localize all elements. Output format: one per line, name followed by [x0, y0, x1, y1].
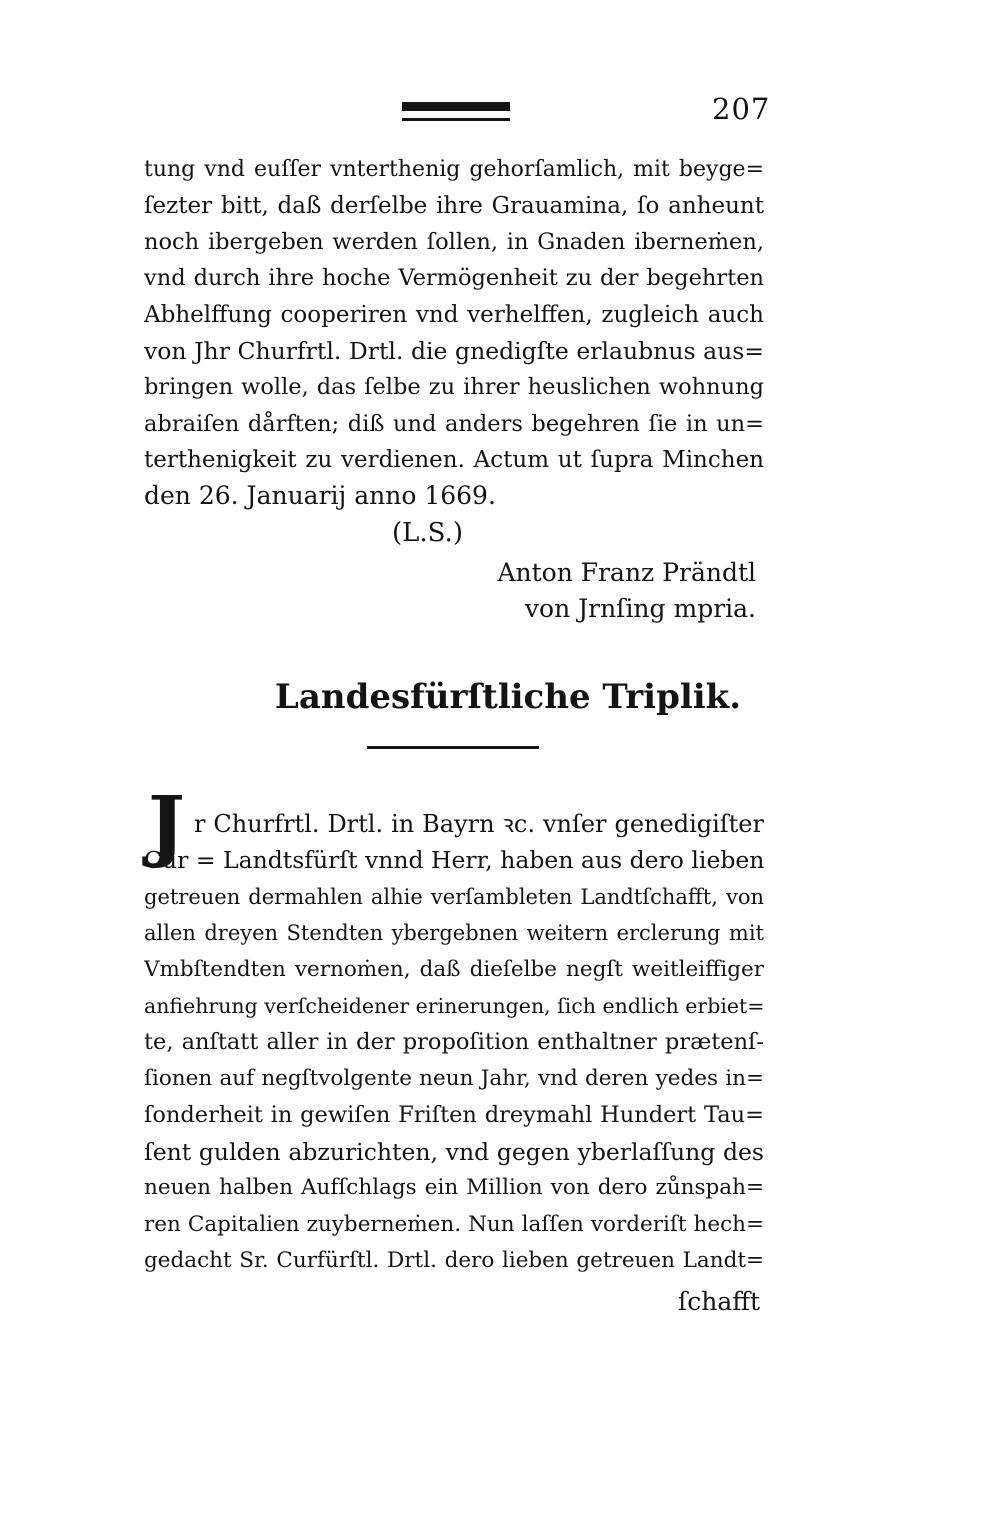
text-line: ſezter bitt, daß derſelbe ihre Grauamina, ſo anheunt	[144, 193, 764, 219]
section-title: Landesfürſtliche Triplik.	[274, 677, 742, 717]
text-line: Cur = Landtsfürſt vnnd Herr, haben aus dero lieben	[144, 846, 764, 874]
seal-mark: (L.S.)	[392, 518, 463, 548]
text-line: terthenigkeit zu verdienen. Actum ut ſupra Minchen	[144, 447, 764, 473]
text-line: neuen halben Aufſchlags ein Million von dero zůnspah=	[144, 1175, 764, 1200]
text-line: ſent gulden abzurichten, vnd gegen yberlaſſung des	[144, 1138, 764, 1166]
text-line: anfiehrung verſcheidener erinerungen, ſich endlich erbiet=	[144, 994, 764, 1018]
text-line: Vmbſtendten vernoṁen, daß dieſelbe negſt weitleiffiger	[144, 957, 764, 982]
page-number: 207	[712, 92, 771, 126]
header-rule-thick	[402, 102, 510, 111]
text-line: vnd durch ihre hoche Vermögenheit zu der begehrten	[144, 265, 764, 291]
text-line: bringen wolle, das ſelbe zu ihrer heuslichen wohnung	[144, 374, 764, 400]
text-line: abraiſen dårften; diß und anders begehren ſie in un=	[144, 411, 764, 437]
text-line: den 26. Januarij anno 1669.	[144, 481, 496, 510]
text-line: Abhelffung cooperiren vnd verhelffen, zugleich auch	[144, 302, 764, 328]
text-line: von Jhr Churfrtl. Drtl. die gnedigſte erlaubnus aus=	[144, 337, 764, 365]
drop-initial: J	[148, 780, 185, 871]
text-line: ſonderheit in gewiſen Friſten dreymahl Hundert Tau=	[144, 1102, 764, 1128]
text-line: r Churfrtl. Drtl. in Bayrn ꝛc. vnſer genedigiſter	[194, 810, 764, 838]
text-line: gedacht Sr. Curfürſtl. Drtl. dero lieben getreuen Landt=	[144, 1248, 764, 1273]
catchword: ſchafft	[678, 1287, 761, 1316]
text-line: tung vnd euſſer vnterthenig gehorſamlich, mit beyge=	[144, 157, 764, 182]
section-rule	[367, 746, 539, 749]
text-line: ſionen auf negſtvolgente neun Jahr, vnd deren yedes in=	[144, 1066, 764, 1091]
text-line: ren Capitalien zuyberneṁen. Nun laſſen vorderiſt hech=	[144, 1212, 764, 1237]
text-line: allen dreyen Stendten ybergebnen weitern erclerung mit	[144, 921, 764, 945]
header-rule-thin	[402, 118, 510, 121]
text-line: te, anſtatt aller in der propoſition enthaltner prætenſ-	[144, 1029, 764, 1055]
text-line: noch ibergeben werden ſollen, in Gnaden iberneṁen,	[144, 229, 764, 255]
text-line: getreuen dermahlen alhie verſambleten Landtſchafft, von	[144, 885, 764, 909]
signature-place: von Jrnſing mpria.	[524, 594, 756, 623]
signature-name: Anton Franz Prändtl	[497, 558, 756, 587]
